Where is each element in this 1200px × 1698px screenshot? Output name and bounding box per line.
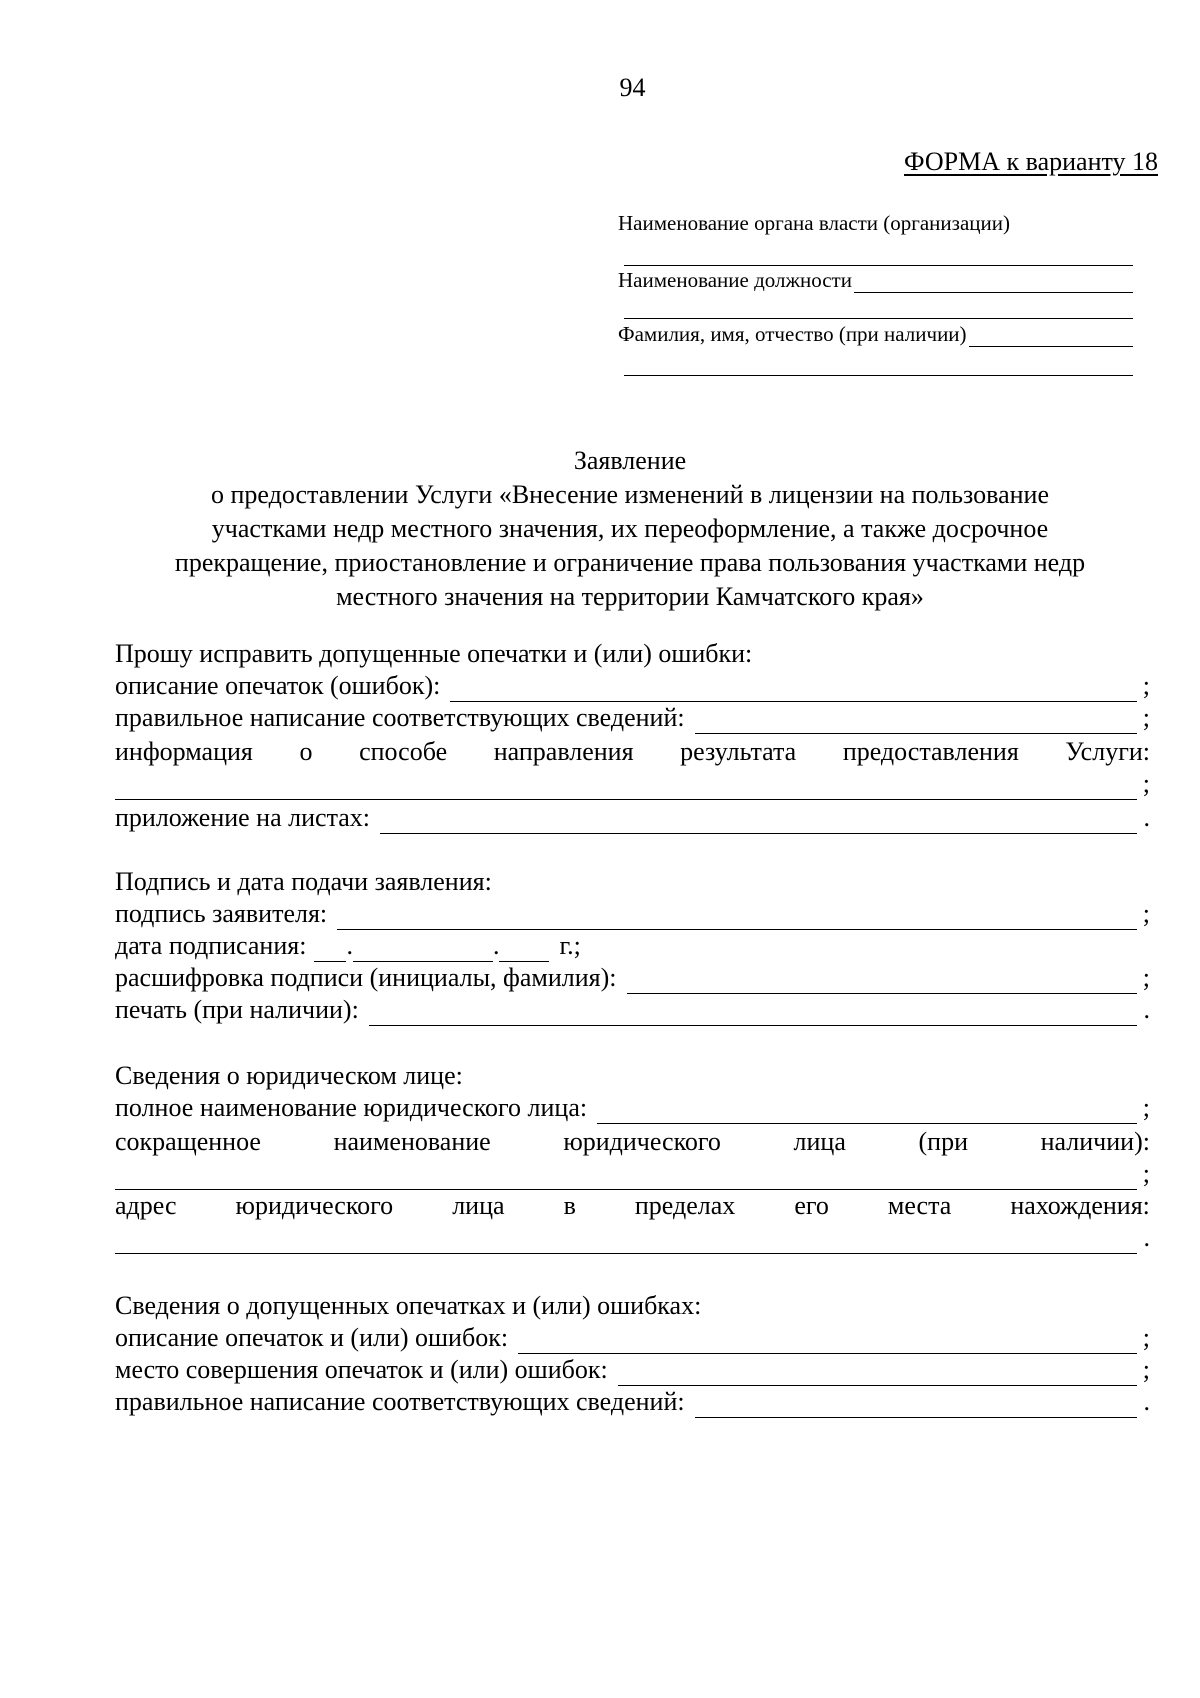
position-field-continued[interactable] (624, 318, 1133, 319)
stamp-field[interactable] (369, 1001, 1137, 1026)
typo-description-field[interactable] (450, 677, 1137, 702)
title-line: местного значения на территории Камчатского края» (336, 582, 924, 611)
errors-correct-spelling-field[interactable] (695, 1393, 1137, 1418)
signature-field[interactable] (337, 905, 1137, 930)
result-method-label: информация о способе направления результата предоставления Услуги: (115, 737, 1150, 766)
correct-spelling-field[interactable] (695, 709, 1137, 734)
errors-info-heading: Сведения о допущенных опечатках и (или) ошибках: (115, 1291, 702, 1320)
attachment-row: приложение на листах: . (115, 803, 1150, 832)
date-month-field[interactable] (353, 937, 493, 962)
full-name-field-continued[interactable] (624, 375, 1133, 376)
legal-full-name-row: полное наименование юридического лица: ; (115, 1093, 1150, 1122)
title-line: прекращение, приостановление и ограничение права пользования участками недр (174, 548, 1086, 577)
result-method-row: ; (115, 768, 1150, 800)
legal-short-name-row: ; (115, 1158, 1150, 1190)
errors-description-field[interactable] (518, 1329, 1137, 1354)
result-method-field[interactable] (115, 775, 1137, 800)
signing-date-row: дата подписания: . . г.; (115, 931, 581, 960)
authority-label: Наименование органа власти (организации) (618, 211, 1010, 235)
signature-decoding-row: расшифровка подписи (инициалы, фамилия): ; (115, 963, 1150, 992)
attachment-field[interactable] (380, 809, 1137, 834)
legal-address-row: . (115, 1222, 1150, 1254)
date-year-field[interactable] (499, 937, 549, 962)
position-row (618, 267, 1133, 293)
title-heading: Заявление (573, 446, 687, 475)
full-name-field[interactable] (969, 323, 1133, 347)
legal-short-name-label: сокращенное наименование юридического лица (при наличии): (115, 1127, 1150, 1156)
authority-field[interactable] (624, 265, 1133, 266)
legal-address-label: адрес юридического лица в пределах его места нахождения: (115, 1191, 1150, 1220)
legal-full-name-field[interactable] (597, 1099, 1137, 1124)
typo-description-row: описание опечаток (ошибок): ; (115, 671, 1150, 700)
full-name-label: Фамилия, имя, отчество (при наличии) (618, 322, 967, 346)
signature-heading: Подпись и дата подачи заявления: (115, 867, 492, 896)
application-title (100, 444, 1160, 614)
stamp-row: печать (при наличии): . (115, 995, 1150, 1024)
title-line: о предоставлении Услуги «Внесение изменений в лицензии на пользование (211, 480, 1049, 509)
correct-spelling-row: правильное написание соответствующих сведений: ; (115, 703, 1150, 732)
legal-entity-heading: Сведения о юридическом лице: (115, 1061, 463, 1090)
errors-place-field[interactable] (618, 1361, 1137, 1386)
page-number: 94 (619, 73, 646, 102)
date-day-field[interactable] (314, 937, 346, 962)
signature-decoding-field[interactable] (627, 969, 1137, 994)
position-field[interactable] (854, 269, 1133, 293)
form-reference: ФОРМА к варианту 18 (904, 147, 1158, 176)
signature-row: подпись заявителя: ; (115, 899, 1150, 928)
errors-description-row: описание опечаток и (или) ошибок: ; (115, 1323, 1150, 1352)
full-name-row (618, 321, 1133, 347)
legal-address-field[interactable] (115, 1229, 1137, 1254)
errors-correct-spelling-row: правильное написание соответствующих сведений: . (115, 1387, 1150, 1416)
title-line: участками недр местного значения, их переоформление, а также досрочное (211, 514, 1049, 543)
corrections-heading: Прошу исправить допущенные опечатки и (или) ошибки: (115, 639, 753, 668)
errors-place-row: место совершения опечаток и (или) ошибок: ; (115, 1355, 1150, 1384)
legal-short-name-field[interactable] (115, 1165, 1137, 1190)
position-label: Наименование должности (618, 268, 852, 292)
authority-row (618, 210, 1133, 236)
